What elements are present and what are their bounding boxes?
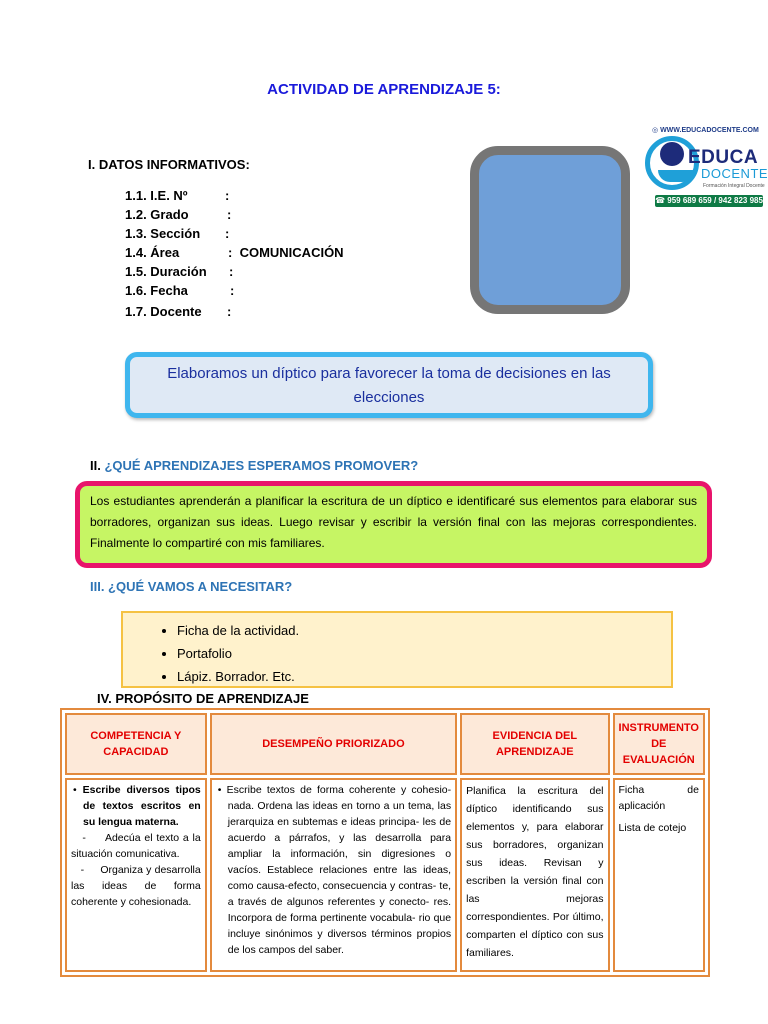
logo-educa: EDUCA [688, 147, 759, 168]
photo-placeholder [470, 146, 630, 314]
section-4-heading: IV. PROPÓSITO DE APRENDIZAJE [97, 691, 309, 706]
logo-url-text: WWW.EDUCADOCENTE.COM [660, 127, 759, 134]
info-row-docente [125, 302, 231, 321]
area-value: COMUNICACIÓN [239, 245, 344, 260]
theme-title: Elaboramos un díptico para favorecer la toma de decisiones en las elecciones [167, 365, 611, 406]
info-label: 1.1. I.E. Nº [125, 188, 188, 203]
logo-phones: ☎ 959 689 659 / 942 823 985 [655, 196, 763, 205]
cell-evidencia: Planifica la escritura del díptico identificando sus elementos y, para elaborar sus borradores, organizan sus ideas. Revisan y escriben la versión final con las mejoras correspondientes. Por último, comparten el díptico con sus familiares. [460, 778, 609, 972]
desempeno-item: • Escribe textos de forma coherente y cohesio- nada. Ordena las ideas en torno a un tema, las jerarquiza en subtemas e ideas principa- les de acuerdo a párrafos, y las desarrolla para ampliar la información, sin digresiones o vacíos. Establece relaciones entre las ideas, como causa-efecto, consecuencia y contras- te, a través de algunos referentes y conecto- res. Incorpora de forma pertinente vocabula- rio que incluye sinónimos y diversos términos propios de los campos del saber. [217, 784, 452, 956]
list-item: • Ficha de la actividad. [177, 619, 671, 642]
info-sep: : [225, 226, 230, 241]
info-label: 1.5. Duración [125, 264, 207, 279]
info-label: 1.4. Área [125, 245, 180, 260]
learning-text: Los estudiantes aprenderán a planificar la escritura de un díptico e identificaré sus elementos para elaborar sus borradores, organizan sus ideas. Luego revisar y escribir la versión final con las mejoras correspondientes. Finalmente lo compartiré con mis familiares. [90, 494, 697, 550]
capacidad-text: Adecúa el texto a la situación comunicativa. [71, 832, 201, 860]
logo-phones-text: 959 689 659 / 942 823 985 [667, 196, 763, 205]
info-row-ie [125, 186, 229, 205]
capacidad-item: - Adecúa el texto a la situación comunicativa. [71, 832, 201, 860]
list-item: • Portafolio [177, 642, 671, 665]
info-sep: : [229, 264, 234, 279]
section-3-heading: III. ¿QUÉ VAMOS A NECESITAR? [90, 579, 293, 594]
info-row-duracion [125, 262, 233, 281]
info-row-grado [125, 205, 231, 224]
section-2-heading [90, 458, 418, 473]
info-row-area [125, 243, 344, 262]
cell-desempeno [210, 778, 457, 972]
info-label: 1.2. Grado [125, 207, 189, 222]
info-label: 1.6. Fecha [125, 283, 188, 298]
table-row [65, 778, 705, 972]
info-sep: : [225, 188, 230, 203]
competencia-item: • Escribe diversos tipos de textos escritos en su lengua materna. [73, 784, 201, 828]
header-desempeno: DESEMPEÑO PRIORIZADO [210, 713, 457, 775]
logo-docente: DOCENTE [701, 166, 768, 181]
logo-tagline: Formación Integral Docente [703, 183, 765, 189]
logo-url: ◎ WWW.EDUCADOCENTE.COM [652, 127, 759, 134]
cell-competencia [65, 778, 207, 972]
list-item: • Lápiz. Borrador. Etc. [177, 665, 671, 688]
capacidad-item: - Organiza y desarrolla las ideas de forma coherente y cohesionada. [71, 864, 201, 908]
instrumento-item: Lista de cotejo [618, 822, 687, 834]
person-icon [660, 142, 684, 166]
theme-box [125, 352, 653, 418]
header-evidencia: EVIDENCIA DEL APRENDIZAJE [460, 713, 609, 775]
section-2-title: ¿QUÉ APRENDIZAJES ESPERAMOS PROMOVER? [104, 458, 419, 473]
header-competencia: COMPETENCIA Y CAPACIDAD [65, 713, 207, 775]
materials-list [123, 613, 671, 688]
info-label: 1.3. Sección [125, 226, 201, 241]
learning-box [75, 481, 712, 568]
datos-heading: I. DATOS INFORMATIVOS: [88, 157, 250, 172]
info-sep: : [227, 304, 232, 319]
info-sep: : [228, 245, 233, 260]
instrumento-item: Ficha de aplicación [618, 784, 699, 812]
info-sep: : [230, 283, 235, 298]
info-label: 1.7. Docente [125, 304, 202, 319]
section-2-num: II. [90, 458, 101, 473]
info-row-seccion [125, 224, 229, 243]
page-title: ACTIVIDAD DE APRENDIZAJE 5: [267, 81, 501, 98]
info-row-fecha [125, 281, 234, 300]
materials-box [121, 611, 673, 688]
capacidad-text: Organiza y desarrolla las ideas de forma coherente y cohesionada. [71, 864, 201, 908]
table-header-row [65, 713, 705, 775]
purpose-table [60, 708, 710, 977]
header-instrumento: INSTRUMENTO DE EVALUACIÓN [613, 713, 706, 775]
info-sep: : [227, 207, 232, 222]
cell-instrumento [613, 778, 706, 972]
desempeno-text: Escribe textos de forma coherente y cohesio- nada. Ordena las ideas en torno a un tema, las jerarquiza en subtemas e ideas principa- les de acuerdo a párrafos, y las desarrolla para ampliar la información, sin digresiones o vacíos. Establece relaciones entre las ideas, como causa-efecto, consecuencia y contras- te, a través de algunos referentes y conecto- res. Incorpora de forma pertinente vocabula- rio que incluye sinónimos y diversos términos propios de los campos del saber. [226, 784, 452, 956]
competencia-text: Escribe diversos tipos de textos escritos en su lengua materna. [82, 784, 201, 828]
